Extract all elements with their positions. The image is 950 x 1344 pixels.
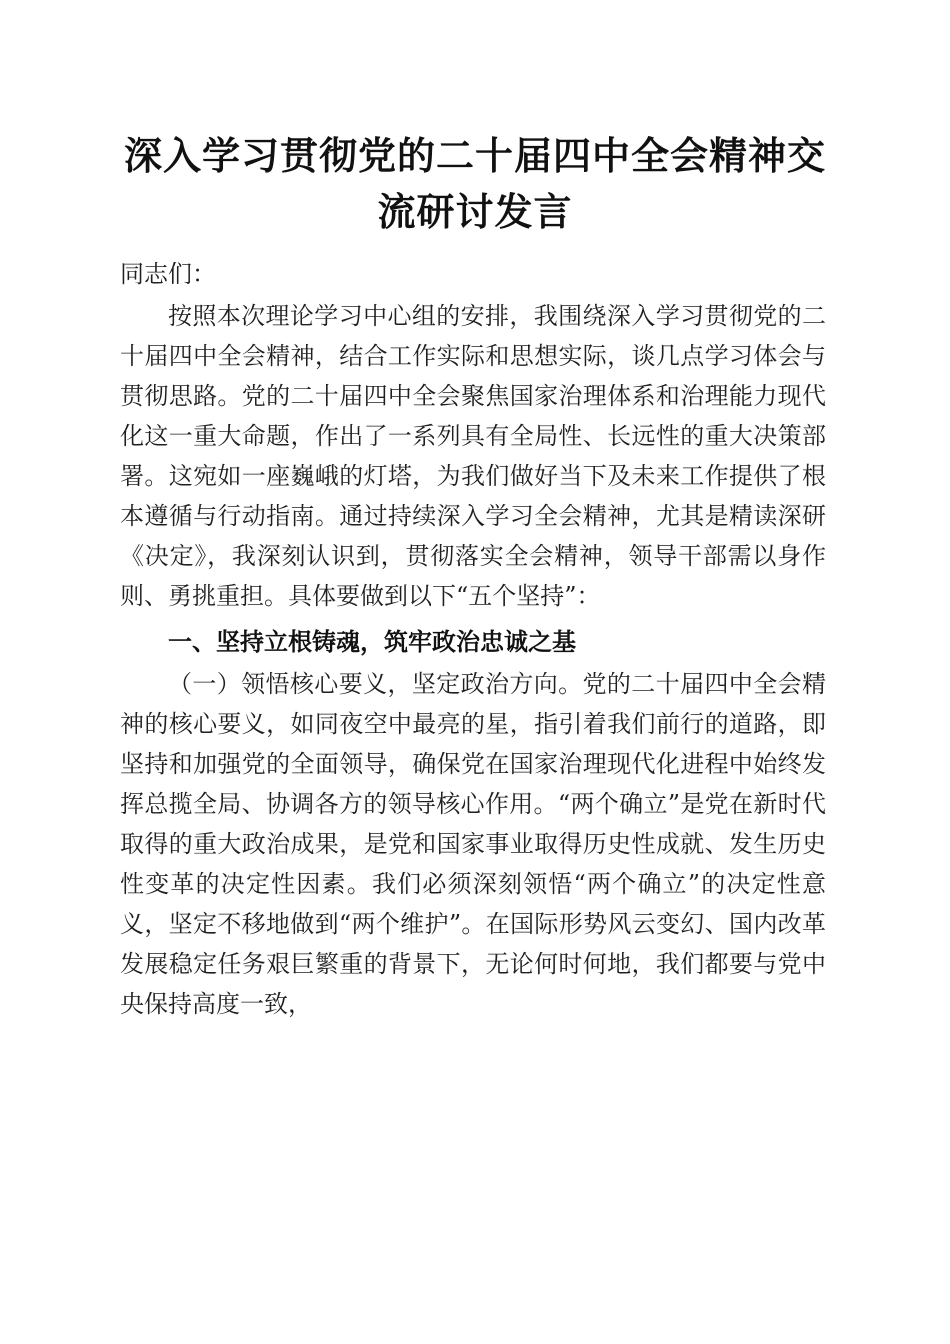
document-body xyxy=(120,254,826,1024)
document-title: 深入学习贯彻党的二十届四中全会精神交流研讨发言 xyxy=(123,133,826,234)
salutation: 同志们： xyxy=(120,260,216,288)
section-paragraph: （一）领悟核心要义，坚定政治方向。党的二十届四中全会精神的核心要义，如同夜空中最亮的星，指引着我们前行的道路，即坚持和加强党的全面领导，确保党在国家治理现代化进程中始终发挥总揽全局、协调各方的领导核心作用。“两个确立”是党在新时代取得的重大政治成果，是党和国家事业取得历史性成就、发生历史性变革的决定性因素。我们必须深刻领悟“两个确立”的决定性意义，坚定不移地做到“两个维护”。在国际形势风云变幻、国内改革发展稳定任务艰巨繁重的背景下，无论何时何地，我们都要与党中央保持高度一致， xyxy=(120,670,826,1018)
intro-paragraph: 按照本次理论学习中心组的安排，我围绕深入学习贯彻党的二十届四中全会精神，结合工作实际和思想实际，谈几点学习体会与贯彻思路。党的二十届四中全会聚焦国家治理体系和治理能力现代化这一重大命题，作出了一系列具有全局性、长远性的重大决策部署。这宛如一座巍峨的灯塔，为我们做好当下及未来工作提供了根本遵循与行动指南。通过持续深入学习全会精神，尤其是精读深研《决定》，我深刻认识到，贯彻落实全会精神，领导干部需以身作则、勇挑重担。具体要做到以下“五个坚持”： xyxy=(120,302,826,610)
section-heading: 一、坚持立根铸魂，筑牢政治忠诚之基 xyxy=(168,627,576,656)
